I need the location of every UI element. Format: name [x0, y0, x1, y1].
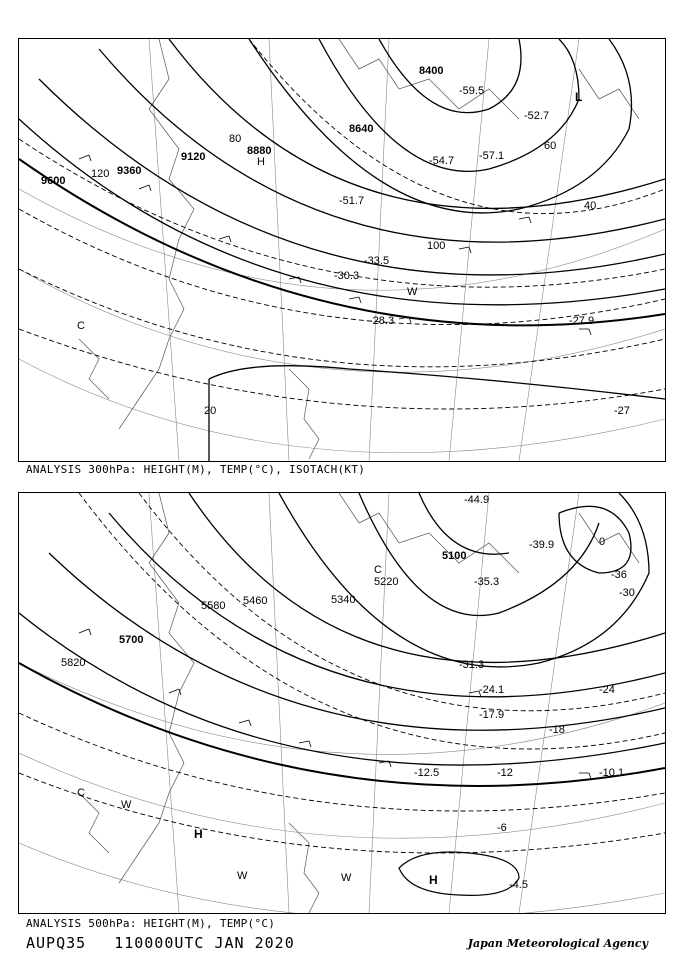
temp-label-minus6: -6	[497, 822, 507, 834]
height-label-5100: 5100	[442, 550, 467, 562]
station-value: -44.9	[464, 494, 490, 506]
station-value: -12.5	[414, 767, 440, 779]
isotach-label-80: 80	[229, 133, 242, 145]
warm-center-symbol: W	[121, 799, 132, 811]
cold-center-symbol: C	[77, 320, 85, 332]
temp-label-minus18: -18	[549, 724, 565, 736]
isotach-label-40: 40	[584, 200, 597, 212]
temp-label-minus30: -30	[619, 587, 635, 599]
temp-label-minus24: -24	[599, 684, 615, 696]
jet-axis	[19, 159, 665, 325]
height-contours	[19, 493, 665, 765]
height-contours	[19, 39, 665, 461]
wind-barbs	[79, 629, 591, 779]
cold-center-symbol: C	[374, 564, 382, 576]
agency-credit: Japan Meteorological Agency	[467, 937, 648, 950]
isotach-label-120: 120	[91, 168, 110, 180]
map-500hpa-canvas	[19, 493, 665, 913]
height-label-5220: 5220	[374, 576, 399, 588]
temp-label-minus12: -12	[497, 767, 513, 779]
isotach-label-20: 20	[204, 405, 217, 417]
station-value: -28.3	[369, 315, 395, 327]
chart-code: AUPQ35	[26, 934, 87, 952]
isotach-label-100: 100	[427, 240, 446, 252]
station-value: -57.1	[479, 150, 505, 162]
station-value: -24.1	[479, 684, 505, 696]
warm-center-symbol: W	[407, 286, 418, 298]
station-value: -30.3	[334, 270, 360, 282]
station-value: -35.3	[474, 576, 500, 588]
warm-center-symbol: W	[237, 870, 248, 882]
graticule	[19, 39, 665, 461]
station-value: -54.7	[429, 155, 455, 167]
height-label-9360: 9360	[117, 165, 142, 177]
height-label-5460: 5460	[243, 595, 268, 607]
cold-center-symbol: C	[77, 787, 85, 799]
low-pressure-symbol: L	[575, 90, 583, 104]
station-value: -4.5	[509, 879, 528, 891]
station-value: -52.7	[524, 110, 550, 122]
height-label-8640: 8640	[349, 123, 374, 135]
high-pressure-symbol: H	[257, 156, 265, 168]
wind-barbs	[79, 155, 591, 335]
caption-500hpa: ANALYSIS 500hPa: HEIGHT(M), TEMP(°C)	[26, 917, 276, 930]
chart-identifier	[26, 934, 323, 952]
isotach-lines	[19, 39, 665, 409]
station-value: -27	[614, 405, 630, 417]
station-value: -27.9	[569, 315, 595, 327]
map-300hpa-canvas	[19, 39, 665, 461]
high-pressure-symbol: H	[429, 873, 438, 887]
high-pressure-contour	[399, 852, 519, 895]
map-300hpa	[18, 38, 666, 462]
height-label-8400: 8400	[419, 65, 444, 77]
map-500hpa	[18, 492, 666, 914]
height-label-9600: 9600	[41, 175, 66, 187]
station-value: -51.7	[339, 195, 365, 207]
station-value: -10.1	[599, 767, 625, 779]
station-value: -17.9	[479, 709, 505, 721]
height-label-5700: 5700	[119, 634, 144, 646]
warm-center-symbol: W	[341, 872, 352, 884]
graticule	[19, 493, 665, 913]
temp-label-minus36: -36	[611, 569, 627, 581]
height-label-8880: 8880	[247, 145, 272, 157]
station-value: -31.3	[459, 659, 485, 671]
isotherm-lines	[19, 493, 665, 853]
station-value: -39.9	[529, 539, 555, 551]
station-value: -33.5	[364, 255, 390, 267]
station-value: -59.5	[459, 85, 485, 97]
height-label-5820: 5820	[61, 657, 86, 669]
high-pressure-symbol: H	[194, 827, 203, 841]
height-label-5580: 5580	[201, 600, 226, 612]
height-label-5340: 5340	[331, 594, 356, 606]
caption-300hpa: ANALYSIS 300hPa: HEIGHT(M), TEMP(°C), ISOTACH(KT)	[26, 463, 366, 476]
isotach-label-60: 60	[544, 140, 557, 152]
height-label-9120: 9120	[181, 151, 206, 163]
temp-label-0: 0	[599, 536, 606, 548]
valid-time: 110000UTC JAN 2020	[114, 934, 295, 952]
